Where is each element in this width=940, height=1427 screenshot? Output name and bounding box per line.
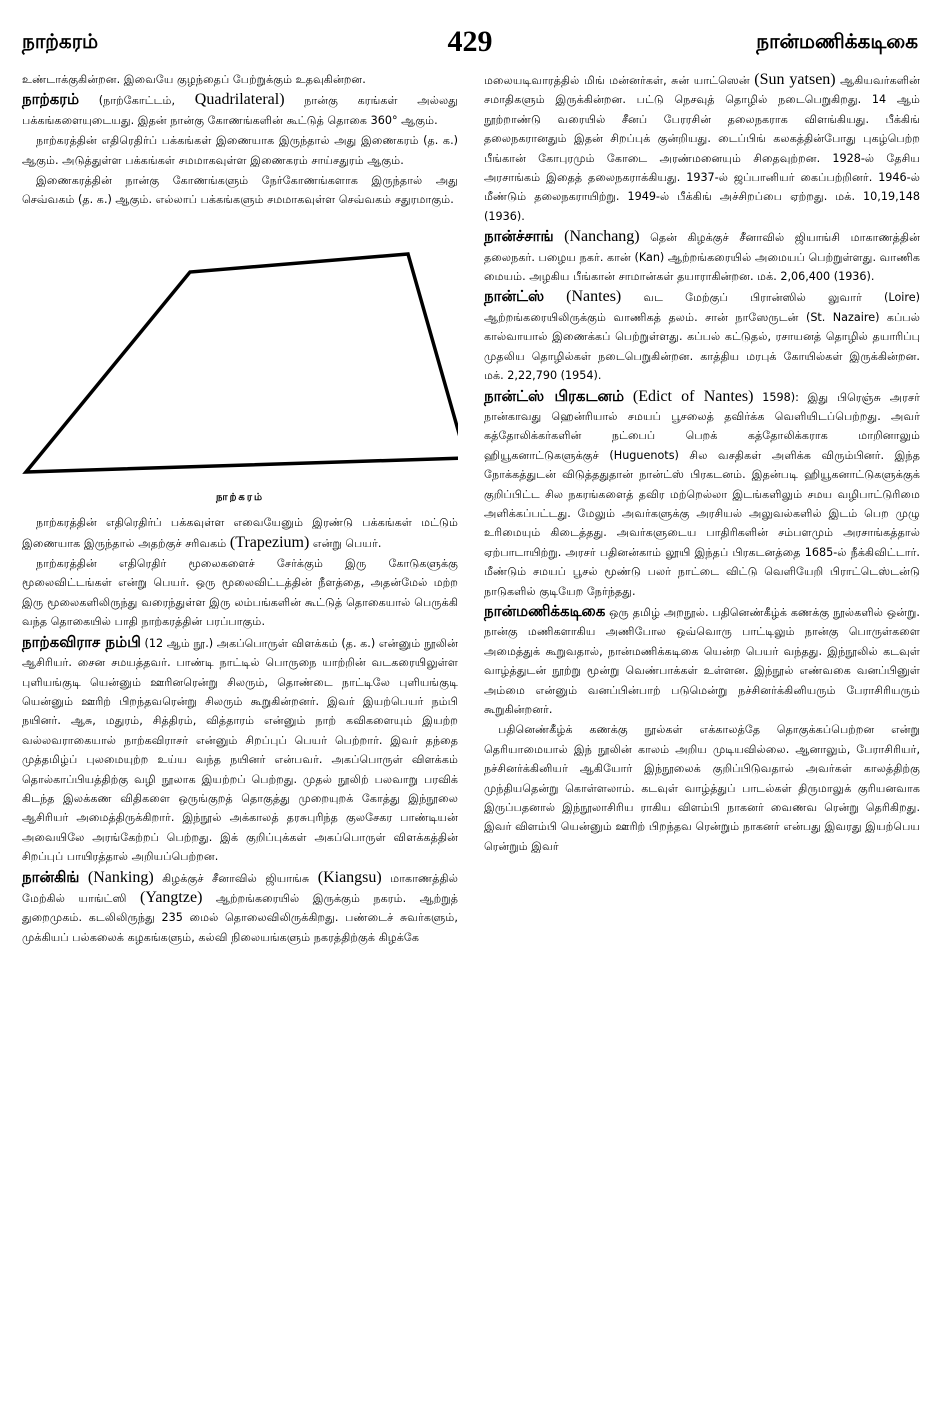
entry-headword: நாற்கவிராச நம்பி [22, 632, 141, 651]
entry-nanmanikkadigai [484, 602, 920, 719]
entry-latin-name: Quadrilateral) [194, 91, 285, 109]
entry-period: (12 ஆம் நூ.) [144, 636, 214, 650]
paragraph: இணைகரத்தின் நான்கு கோணங்களும் நேர்கோணங்களாக இருந்தால் அது செவ்வகம் (த. க.) ஆகும். எல்லாப் பக்கங்களும் சமமாகவுள்ள செவ்வகம் சதுரமாகும். [22, 174, 458, 207]
entry-latin-name: (Nanchang) [564, 228, 640, 246]
entry-headword: நான்ட்ஸ் [484, 287, 545, 306]
continuation-text [484, 70, 920, 226]
entry-text: அகப்பொருள் விளக்கம் (த. க.) என்னும் நூலின் ஆசிரியர். சைன சமயத்தவர். பாண்டி நாட்டில் பொருநை யாற்றின் வடகரையிலுள்ள புளியங்குடி யென்னும் ஊரினரென்று சிலரும், தொண்டை நாட்டிலே புளியங்குடி யென்னும் ஊரிற் பிறந்தவரென்று சிலரும் கூறுகின்றனர். இவர் இயற்பெயர் நம்பி நயினர். ஆசு, மதுரம், சித்திரம், வித்தாரம் என்னும் நாற் கவிகளையும் இயற்ற வல்லவராகையால் நாற்கவிராசர் என்னும் சிறப்புப் பெயர் பெற்றார். இவர் தந்தை முத்தமிழ்ப் புலமையுற்ற உய்ய வந்த நயினர் என்பவர். அகப்பொருள் விளக்கம் தொல்காப்பியத்திற்கு வழி நூலாக இயற்றப் பெற்றது. முதல் நூலிற் பலவாறு பரவிக் கிடந்த இலக்கண விதிகளை ஒருங்குறத் தொகுத்து முறையுறக் கோத்து இந்நூலை ஆசிரியர் அமைத்திருக்கிறார். இந்நூல் அக்காலத் தரசுபுரிந்த குலசேகர பாண்டியன் அவையிலே அரங்கேற்றப் பெற்றது. இக் குறிப்புக்கள் அகப்பொருள் விளக்கத்தின் சிறப்புப் பாயிரத்தால் அறியப்பெற்றன. [22, 636, 458, 864]
entry-nantes [484, 287, 920, 385]
entry-text: மாகாணத்தில் மேற்கில் யாங்ட்ஸி [22, 871, 459, 905]
entry-headword: நான்ட்ஸ் பிரகடனம் [484, 386, 625, 405]
entry-headword: நான்கிங் [22, 867, 80, 886]
entry-text: ஆற்றங்கரையில் இருக்கும் நகரம். ஆற்றுத் துறைமுகம். கடலிலிருந்து 235 மைல் தொலைவிலிருக்கிறது. பண்டைச் சுவர்களும், முக்கியப் பல்கலைக் கழகங்களும், கல்வி நிலையங்களும் நகரத்திற்குக் கிழக்கே [22, 891, 458, 944]
entry-latin-name: (Nantes) [566, 288, 622, 306]
quadrilateral-figure [22, 216, 458, 486]
right-column [484, 70, 920, 857]
page-number: 429 [447, 25, 493, 58]
entry-text: தென் கிழக்குச் சீனாவில் ஜியாங்சி மாகாணத்தின் தலைநகர். பழைய நகர். கான் (Kan) ஆற்றங்கரையில் அமையப் பெற்றுள்ளது. வாணிக மையம். அழகிய பீங்கான் சாமான்கள் தயாராகின்றன. மக். 2,06,400 (1936). [484, 231, 920, 284]
entry-latin-name: (Nanking) [87, 868, 154, 886]
quadrilateral-shape [26, 254, 458, 472]
entry-text: கிழக்குச் சீனாவில் ஜியாங்சு [162, 871, 310, 885]
running-head-right: நான்மணிக்கடிகை [756, 28, 918, 53]
entry-nanking [22, 868, 458, 948]
entry-headword: நான்ச்சாங் [484, 227, 554, 246]
entry-quadrilateral [22, 90, 458, 130]
latin-term: (Sun yatsen) [754, 71, 836, 88]
entry-text: 1598): இது பிரெஞ்சு அரசர் நான்காவது ஹென்ரியால் சமயப் பூசலைத் தவிர்க்க வெளியிடப்பெற்றது. அவர் கத்தோலிக்கர்களின் நட்பைப் பெறக் கத்தோலிக்கராக மாறினாலும் ஹியூகனாட்டுகளுக்குச் (Huguenots) சில வசதிகள் அளிக்க விரும்பினர். இந்த நோக்கத்துடன் விடுத்ததுதான் நான்ட்ஸ் பிரகடனம். இதன்படி ஹியூகனாட்டுகளுக்குக் குறிப்பிட்ட சில நகரங்களைத் தவிர மற்றெல்லா இடங்களிலும் சமய வழிபாட்டுரிமை அளிக்கப்பட்டது. மேலும் அவர்களுக்கு அரசியல் அலுவல்களில் இடம் பெற முழு உரிமையும் கிடைத்தது. அவர்களுடைய பாதிரிகளின் சம்பளமும் அரசாங்கத்தால் ஏற்பாடாயிற்று. அரசர் பதினன்காம் லூயி இந்தப் பிரகடனத்தை 1685-ல் நீக்கிவிட்டார். மீண்டும் சமயப் பூசல் மூண்டு பலர் நாட்டை விட்டு வெளியேறி பிராட்டெஸ்டன்டு நாடுகளில் குடியேற நேர்ந்தது. [484, 390, 920, 598]
entry-headword: நான்மணிக்கடிகை [484, 601, 606, 620]
latin-term: (Kiangsu) [317, 868, 382, 886]
entry-text: வட மேற்குப் பிரான்ஸில் லுவார் (Loire) ஆற்றங்கரையிலிருக்கும் வாணிகத் தலம். சான் நாஸேருடன் (St. Nazaire) கப்பல் கால்வாயால் இணைக்கப் பெற்றுள்ளது. கப்பல் கட்டுதல், ரசாயனத் தொழில் தயாரிப்பு முதலிய தொழில்கள் நடைபெறுகின்றன. காத்திய மரபுக் கோயில்கள் இருக்கின்றன. மக். 2,22,790 (1954). [484, 291, 920, 383]
entry-text: ஒரு தமிழ் அறநூல். பதினெண்கீழ்க் கணக்கு நூல்களில் ஒன்று. நான்கு மணிகளாகிய அணிபோல ஒவ்வொரு பாட்டிலும் நான்கு பொருள்களை அமைத்துக் கூறுவதால், நான்மணிக்கடிகை யென்ற பெயர் வந்தது. இந்நூலில் கடவுள் வாழ்த்துடன் நூற்று மூன்று வெண்பாக்கள் உள்ளன. இந்நூல் எண்வகை வனப்பினுள் அம்மை என்னும் வனப்பின்பாற் படுமென்று நச்சினர்க்கினியரும் பேராசிரியரும் கூறுகின்றனர். [484, 605, 920, 716]
entry-headword: நாற்கரம் [22, 90, 80, 109]
paragraph-text: மலையடிவாரத்தில் மிங் மன்னர்கள், சுன் யாட்ஸென் [484, 74, 750, 87]
entry-text: நான்கு கரங்கள் அல்லது பக்கங்களையுடையது. இதன் நான்கு கோணங்களின் கூட்டுத் தொகை 360° ஆகும். [22, 94, 459, 127]
latin-term: (Trapezium) [229, 533, 310, 551]
entry-alt-name: (நாற்கோட்டம், [98, 94, 176, 108]
paragraph: நாற்கரத்தின் எதிரெதிர் மூலைகளைச் சேர்க்கும் இரு கோடுகளுக்கு மூலைவிட்டங்கள் என்று பெயர். ஒரு மூலைவிட்டத்தின் நீளத்தை, அதன்மேல் மற்ற இரு மூலைகளிலிருந்து வரைந்துள்ள இரு லம்பங்களின் கூட்டுத் தொகையால் பெருக்கி வந்த தொகையில் பாதி நாற்கரத்தின் பரப்பாகும். [22, 557, 458, 629]
entry-nanchang [484, 227, 920, 286]
running-head-left: நாற்கரம் [22, 28, 99, 53]
left-column [22, 70, 458, 948]
paragraph [22, 513, 458, 553]
paragraph-text: என்று பெயர். [312, 536, 382, 550]
entry-latin-name: (Edict of Nantes) [632, 387, 754, 405]
figure-caption: நாற்கரம் [215, 491, 265, 503]
paragraph-text: நாற்கரத்தின் எதிரெதிர்ப் பக்கவுள்ள எவையேனும் இரண்டு பக்கங்கள் மட்டும் இணையாக இருந்தால் அதற்குச் சரிவகம் [22, 516, 458, 550]
entry-edict-of-nantes [484, 387, 920, 601]
latin-term: (Yangtze) [140, 888, 203, 906]
page-header [22, 22, 918, 62]
paragraph: பதினெண்கீழ்க் கணக்கு நூல்கள் எக்காலத்தே தொகுக்கப்பெற்றன என்று தெரியாமையால் இந் நூலின் காலம் அறிய முடியவில்லை. ஆனாலும், பேராசிரியர், நச்சினர்க்கினியர் ஆகியோர் இந்நூலைக் குறிப்பிடுவதால் அவர்கள் காலத்திற்கு முந்தியதென்று கொள்ளலாம். கடவுள் வாழ்த்துப் பாடல்கள் திருமாலுக் குரியனவாக இருப்பதனால் இந்நூலாசிரிய ராகிய விளம்பி நாகனர் வைணவ ரென்று தெரிகிறது. இவர் விளம்பி யென்னும் ஊரிற் பிறந்தவ ரென்றும் நாகனர் என்பது இவரது இயற்பெய ரென்றும் இவர் [484, 723, 920, 853]
continuation-text: உண்டாக்குகின்றன. இவையே குழந்தைப் பேற்றுக்கும் உதவுகின்றன. [22, 73, 366, 86]
quadrilateral-diagram [22, 216, 458, 486]
paragraph: நாற்கரத்தின் எதிரெதிர்ப் பக்கங்கள் இணையாக இருந்தால் அது இணைகரம் (த. க.) ஆகும். அடுத்துள்ள பக்கங்கள் சமமாகவுள்ள இணைகரம் சாய்சதுரம் ஆகும். [22, 134, 458, 167]
paragraph-text: ஆகியவர்களின் சமாதிகளும் இருக்கின்றன. பட்டு நெசவுத் தொழில் நடைபெறுகிறது. 14 ஆம் நூற்றாண்டு வரையில் சீனப் பேரரசின் தலைநகராக விளங்கியது. பீக்கிங் தலைநகரானதும் இதன் சிறப்புக் குன்றியது. டைப்பிங் கலகத்தின்போது புகழ்பெற்ற பீங்கான் கோபுரமும் கோடை அரண்மனையும் சிதைவுற்றன. 1928-ல் தேசிய அரசாங்கம் இதைத் தலைநகராக்கியது. 1937-ல் ஜப்பானியர் கைப்பற்றினர். 1946-ல் மீண்டும் தலைநகராயிற்று. 1949-ல் பீக்கிங் அச்சிறப்பை ஏற்றது. மக். 10,19,148 (1936). [484, 74, 920, 223]
entry-narkaviraja-nambi [22, 633, 458, 867]
